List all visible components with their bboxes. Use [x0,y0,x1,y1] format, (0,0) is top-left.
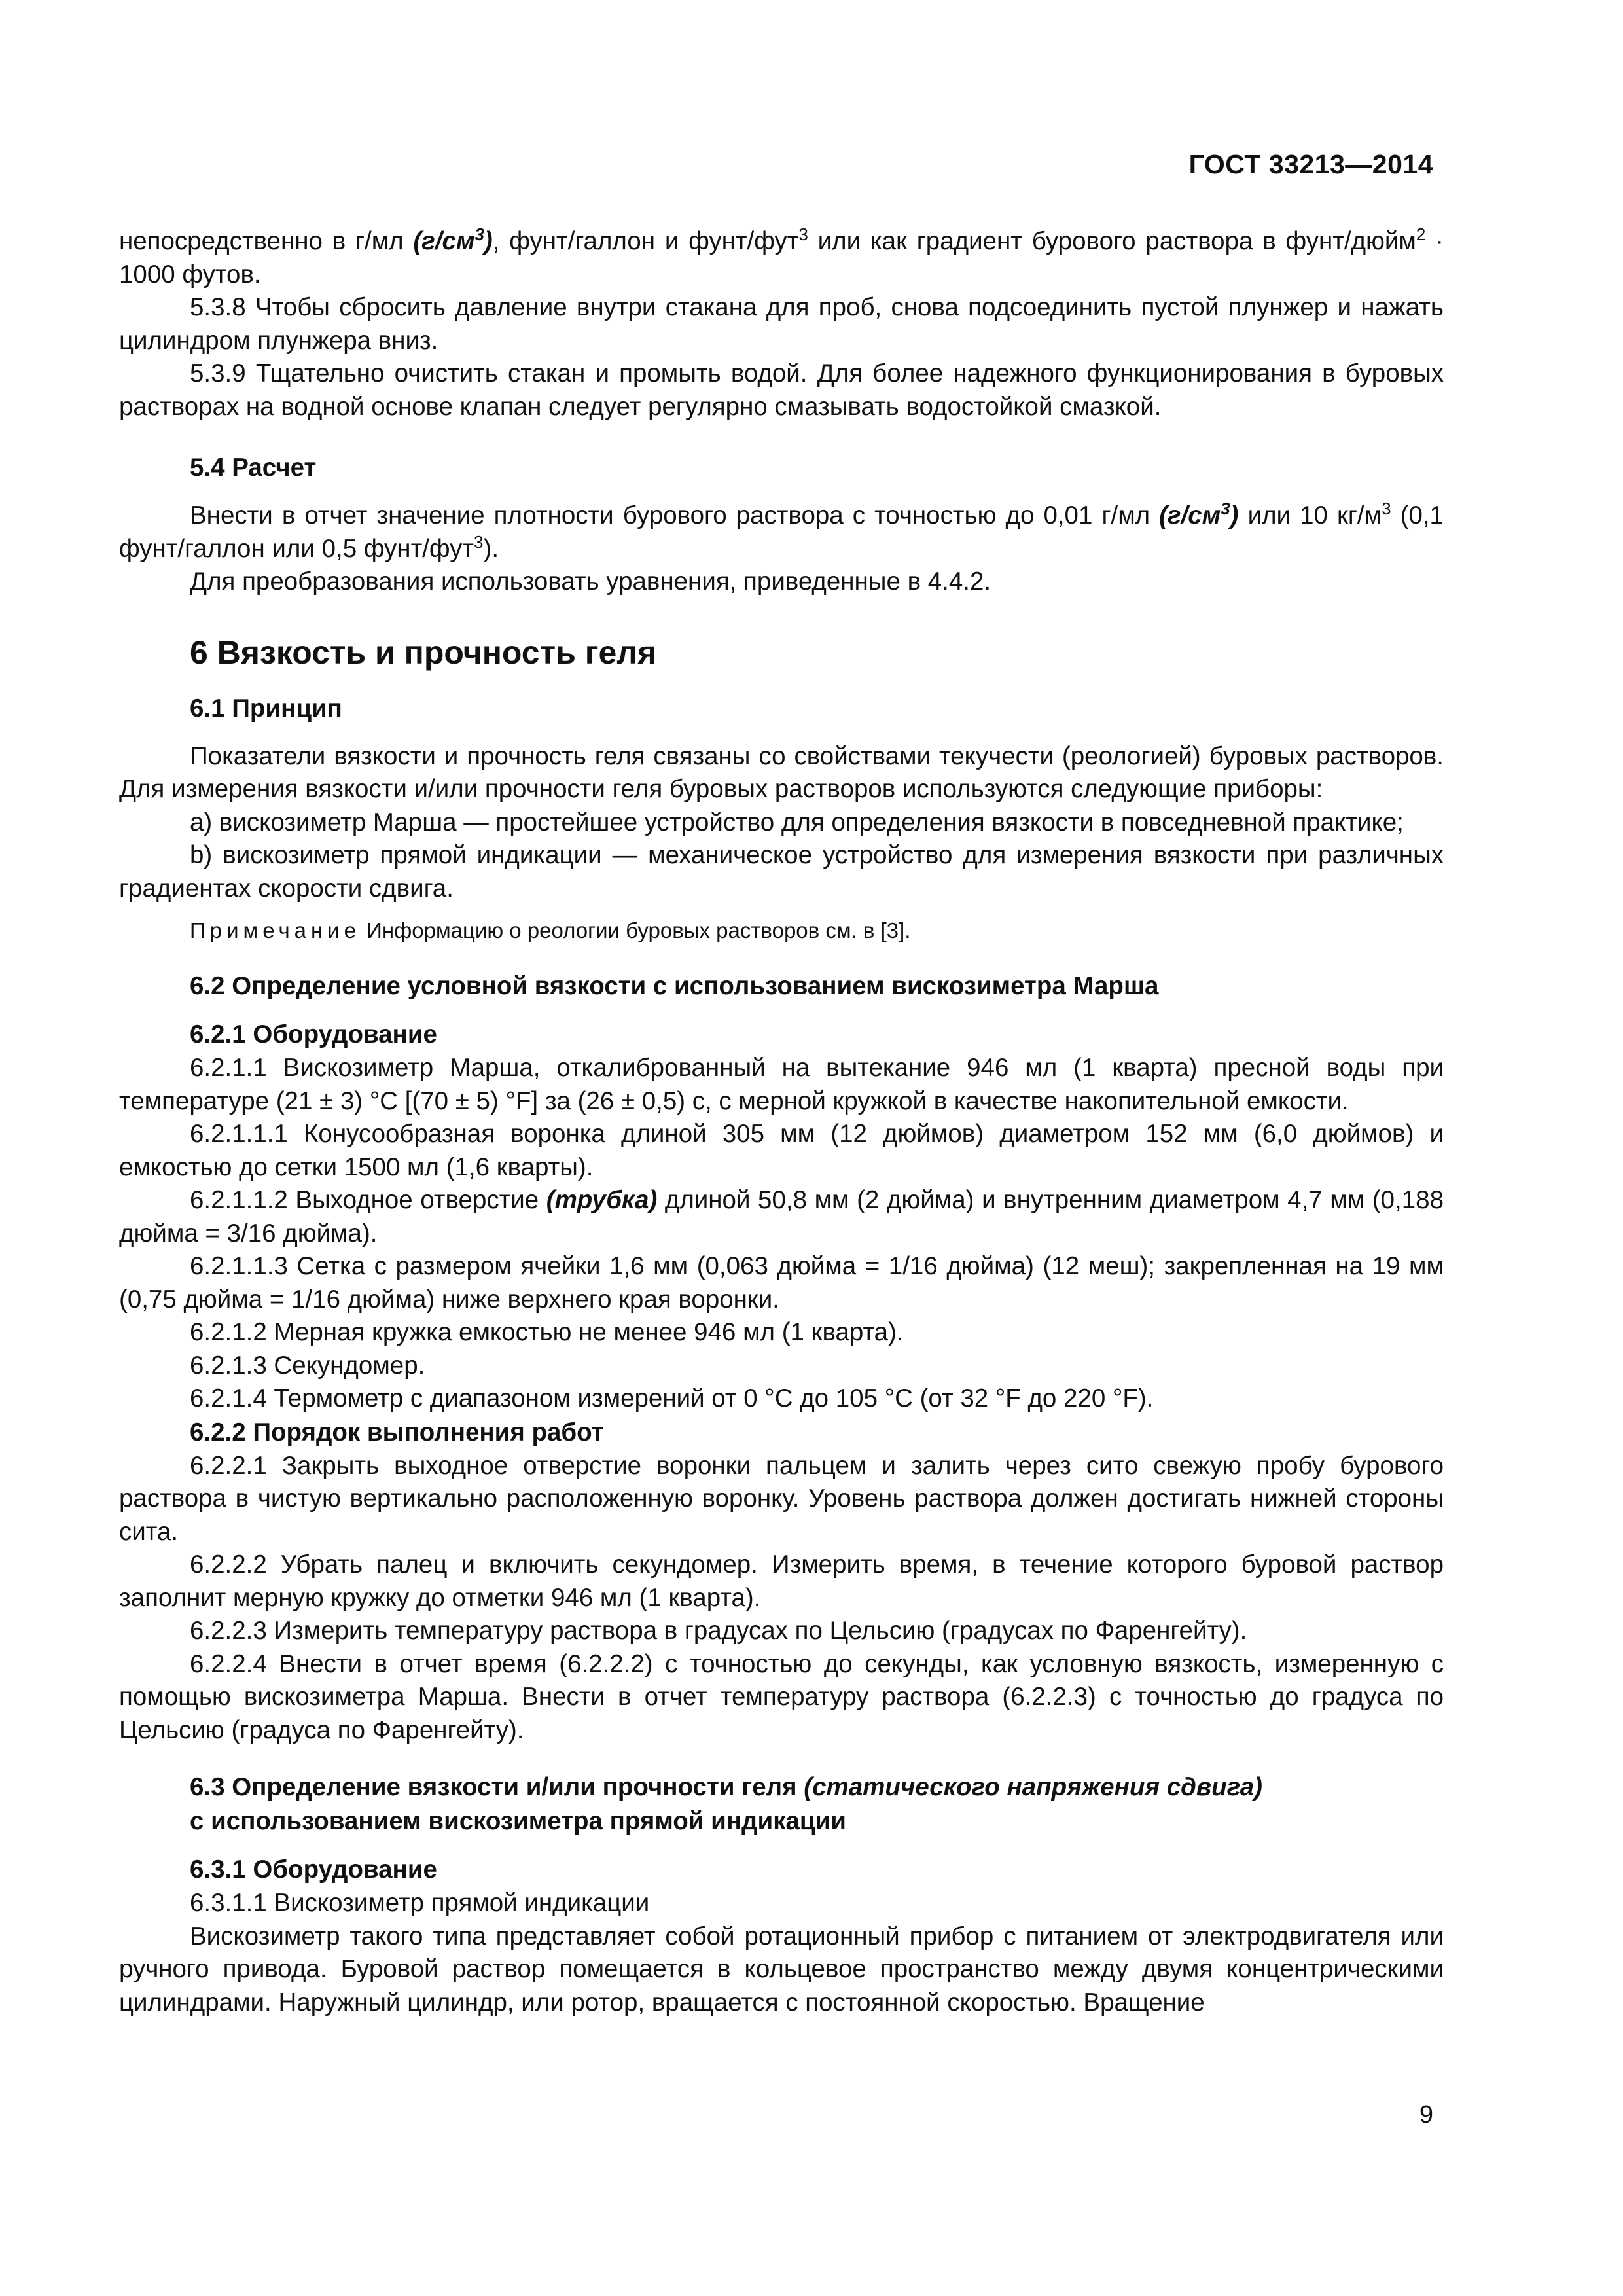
text-run: · 1000 футов. [119,227,1444,289]
paragraph-6-2-2-3: 6.2.2.3 Измерить температуру раствора в градусах по Цельсию (градусах по Фаренгейту). [190,1617,1247,1645]
paragraph-6-2-1-2: 6.2.1.2 Мерная кружка емкостью не менее 946 мл (1 кварта). [190,1318,904,1346]
paragraph-6-2-1-4: 6.2.1.4 Термометр с диапазоном измерений от 0 °C до 105 °C (от 32 °F до 220 °F). [190,1384,1154,1412]
text-run: Внести в отчет значение плотности бурового раствора с точностью до 0,01 г/мл [190,501,1160,529]
text-run: 6.3 Определение вязкости и/или прочности геля [190,1773,804,1801]
text-run: (г/см [1159,501,1221,529]
text-run: длиной 50,8 мм (2 дюйма) и внутренним диаметром 4,7 мм (0,188 дюйма = 3/16 дюйма). [119,1186,1444,1247]
list-item-b: b) вискозиметр прямой индикации — механическое устройство для измерения вязкости при различных градиентах скорости сдвига. [119,841,1444,903]
heading-6-2: 6.2 Определение условной вязкости с использованием вискозиметра Марша [190,972,1159,1000]
note-label: Примечание [190,918,361,942]
paragraph-5-4-report [119,499,1444,565]
list-item-a: a) вискозиметр Марша — простейшее устройство для определения вязкости в повседневной практике; [190,808,1404,836]
paragraph-6-3-1-1-body: Вискозиметр такого типа представляет собой ротационный прибор с питанием от электродвигателя или ручного привода. Буровой раствор помещается в кольцевое пространство между двумя концентрическими цилиндрами. Наружный цилиндр, или ротор, вращается с постоянной скоростью. Вращение [119,1922,1444,2017]
italic-bold-unit [413,224,493,255]
paragraph-6-2-2-2: 6.2.2.2 Убрать палец и включить секундомер. Измерить время, в течение которого буровой раствор заполнит мерную кружку до отметки 946 мл (1 кварта). [119,1551,1444,1612]
text-run: ) [484,227,493,255]
superscript: 3 [798,224,808,245]
text-run: (г/см [413,227,475,255]
paragraph-5-3-8: 5.3.8 Чтобы сбросить давление внутри стакана для проб, снова подсоединить пустой плунжер и нажать цилиндром плунжера вниз. [119,293,1444,355]
italic-bold-term: (трубка) [546,1186,658,1214]
paragraph-6-2-1-1: 6.2.1.1 Вискозиметр Марша, откалиброванный на вытекание 946 мл (1 кварта) пресной воды при температуре (21 ± 3) °C [(70 ± 5) °F] за (26 ± 0,5) с, с мерной кружкой в качестве накопительной емкости. [119,1054,1444,1115]
text-run: или как градиент бурового раствора в фунт/дюйм [808,227,1416,255]
text-run: ) [1230,501,1239,529]
note-text: Информацию о реологии буровых растворов см. в [3]. [361,918,911,942]
superscript: 3 [1221,499,1230,519]
italic-bold-unit [1159,501,1238,529]
heading-6-2-2: 6.2.2 Порядок выполнения работ [190,1418,604,1446]
page-number: 9 [1419,2101,1433,2128]
paragraph-6-2-1-3: 6.2.1.3 Секундомер. [190,1351,425,1380]
text-run: , фунт/галлон и фунт/фут [492,227,799,255]
heading-6-3-1: 6.3.1 Оборудование [190,1856,437,1884]
text-run: непосредственно в г/мл [119,227,414,255]
paragraph-6-2-2-4: 6.2.2.4 Внести в отчет время (6.2.2.2) с точностью до секунды, как условную вязкость, измеренную с помощью вискозиметра Марша. Внести в отчет температуру раствора (6.2.2.3) с точностью до градуса по Цельсию (градуса по Фаренгейту). [119,1649,1444,1744]
paragraph-6-2-1-1-2 [119,1184,1444,1250]
heading-5-4: 5.4 Расчет [190,454,317,482]
paragraph-6-2-1-1-1: 6.2.1.1.1 Конусообразная воронка длиной 305 мм (12 дюймов) диаметром 152 мм (6,0 дюймов) и емкостью до сетки 1500 мл (1,6 кварты). [119,1120,1444,1181]
superscript: 3 [474,531,484,552]
superscript: 3 [1382,499,1391,519]
heading-section-6: 6 Вязкость и прочность геля [190,634,657,671]
standard-code-header: ГОСТ 33213—2014 [1188,149,1433,179]
italic-term: (статического напряжения сдвига) [804,1773,1262,1801]
superscript: 2 [1416,224,1426,245]
heading-6-1: 6.1 Принцип [190,694,342,723]
paragraph-6-2-2-1: 6.2.2.1 Закрыть выходное отверстие воронки пальцем и залить через сито свежую пробу бурового раствора в чистую вертикально расположенную воронку. Уровень раствора должен достигать нижней стороны сита. [119,1451,1444,1546]
paragraph-5-3-9: 5.3.9 Тщательно очистить стакан и промыть водой. Для более надежного функционирования в буровых растворах на водной основе клапан следует регулярно смазывать водостойкой смазкой. [119,359,1444,421]
paragraph-density-units [119,225,1444,291]
heading-6-3 [190,1770,1444,1839]
paragraph-6-1-intro: Показатели вязкости и прочность геля связаны со свойствами текучести (реологией) буровых растворов. Для измерения вязкости и/или прочности геля буровых растворов используются следующие приборы: [119,742,1444,803]
text-run: (0,1 фунт/галлон или 0,5 фунт/фут [119,501,1444,563]
text-run: ). [483,534,499,563]
text-run: с использованием вискозиметра прямой индикации [190,1807,846,1835]
heading-6-2-1: 6.2.1 Оборудование [190,1020,437,1049]
superscript: 3 [474,224,484,245]
note [190,916,1444,946]
paragraph-5-4-conversion: Для преобразования использовать уравнения, приведенные в 4.4.2. [190,567,991,596]
text-run: или 10 кг/м [1238,501,1382,529]
text-run: 6.2.1.1.2 Выходное отверстие [190,1186,546,1214]
paragraph-6-3-1-1: 6.3.1.1 Вискозиметр прямой индикации [190,1889,650,1917]
page-content [119,225,1444,2019]
paragraph-6-2-1-1-3: 6.2.1.1.3 Сетка с размером ячейки 1,6 мм (0,063 дюйма = 1/16 дюйма) (12 меш); закрепленная на 19 мм (0,75 дюйма = 1/16 дюйма) ниже верхнего края воронки. [119,1252,1444,1314]
